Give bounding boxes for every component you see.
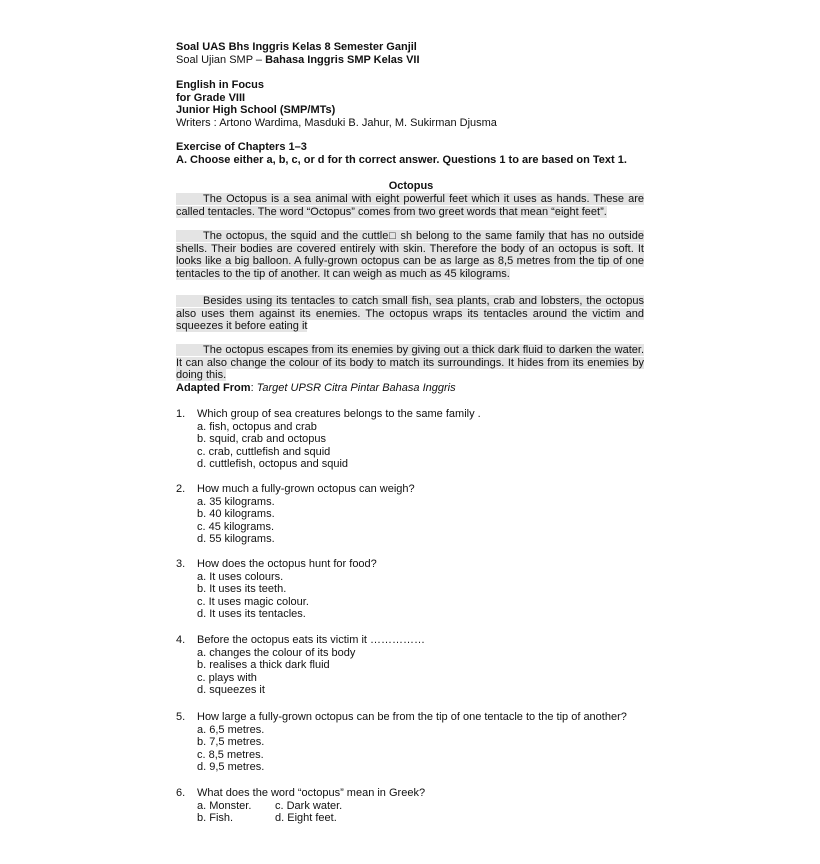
option-row bbox=[176, 812, 425, 825]
option-d: d. cuttlefish, octopus and squid bbox=[197, 458, 349, 471]
option-b: b. 40 kilograms. bbox=[197, 508, 275, 521]
option-a: a. It uses colours. bbox=[197, 570, 284, 583]
document-title: Soal UAS Bhs Inggris Kelas 8 Semester Ganjil bbox=[176, 41, 417, 53]
exercise-instruction: A. Choose either a, b, c, or d for th correct answer. Questions 1 to are based on Text 1. bbox=[176, 153, 627, 166]
option-c: c. plays with bbox=[197, 671, 257, 684]
question-number: 3. bbox=[176, 558, 186, 570]
question-text: Before the octopus eats its victim it …………… bbox=[197, 634, 426, 646]
option-b: b. realises a thick dark fluid bbox=[197, 659, 330, 672]
book-grade: for Grade VIII bbox=[176, 91, 246, 104]
option-a: a. Monster. bbox=[197, 799, 252, 812]
subtitle-prefix: Soal Ujian SMP – bbox=[176, 53, 266, 66]
question-5 bbox=[176, 711, 627, 774]
source-title: Target UPSR Citra Pintar Bahasa Inggris bbox=[256, 382, 456, 394]
paragraph-2-text: The octopus, the squid and the cuttle□ sh belong to the same family that has no outside shells. Their bodies are covered entirely with skin. Therefore the body of an octopus is soft. It looks like a big balloon. A fully-grown octopus can be as large as 8,5 metres from the tip of one tentacles to the tip of another. It can weigh as much as 45 kilograms. bbox=[176, 230, 644, 280]
option-a: a. 6,5 metres. bbox=[197, 723, 265, 736]
question-2 bbox=[176, 483, 415, 546]
paragraph-4 bbox=[176, 344, 644, 382]
source-citation bbox=[176, 382, 456, 395]
option-a: a. changes the colour of its body bbox=[197, 646, 356, 659]
paragraph-1-text: The Octopus is a sea animal with eight powerful feet which it uses as hands. These are called tentacles. The word “Octopus” comes from two greet words that mean “eight feet”. bbox=[176, 193, 644, 218]
question-text: How much a fully-grown octopus can weigh? bbox=[197, 483, 415, 495]
paragraph-4-text: The octopus escapes from its enemies by giving out a thick dark fluid to darken the water. It can also change the colour of its body to match its surroundings. It hides from its enemies by doing this. bbox=[176, 344, 644, 382]
source-separator: : bbox=[250, 382, 257, 394]
book-info bbox=[176, 79, 646, 129]
option-d: d. 55 kilograms. bbox=[197, 533, 275, 546]
option-d: d. squeezes it bbox=[197, 684, 265, 697]
option-a: a. fish, octopus and crab bbox=[197, 420, 317, 433]
book-name: English in Focus bbox=[176, 79, 265, 91]
question-text: Which group of sea creatures belongs to the same family . bbox=[197, 408, 481, 420]
option-c: c. crab, cuttlefish and squid bbox=[197, 445, 331, 458]
option-c: c. 45 kilograms. bbox=[197, 520, 275, 533]
option-b: b. It uses its teeth. bbox=[197, 583, 287, 596]
option-c: c. 8,5 metres. bbox=[197, 748, 264, 761]
book-writers: Writers : Artono Wardima, Masduki B. Jahur, M. Sukirman Djusma bbox=[176, 116, 497, 129]
question-6 bbox=[176, 787, 425, 825]
question-number: 1. bbox=[176, 408, 186, 420]
question-4 bbox=[176, 634, 425, 697]
option-d: d. 9,5 metres. bbox=[197, 761, 265, 774]
question-3 bbox=[176, 558, 377, 621]
paragraph-1 bbox=[176, 193, 644, 218]
option-row bbox=[176, 800, 425, 813]
document-header bbox=[176, 41, 646, 66]
paragraph-3 bbox=[176, 295, 644, 333]
text-title: Octopus bbox=[388, 180, 434, 192]
subtitle-bold: Bahasa Inggris SMP Kelas VII bbox=[265, 53, 420, 66]
option-d: d. Eight feet. bbox=[275, 812, 337, 825]
question-number: 6. bbox=[176, 787, 186, 799]
book-school: Junior High School (SMP/MTs) bbox=[176, 104, 336, 117]
question-text: How does the octopus hunt for food? bbox=[197, 558, 377, 570]
question-text: How large a fully-grown octopus can be from the tip of one tentacle to the tip of another? bbox=[197, 711, 627, 723]
question-number: 4. bbox=[176, 634, 186, 646]
question-number: 5. bbox=[176, 711, 186, 723]
question-text: What does the word “octopus” mean in Greek? bbox=[197, 787, 426, 799]
paragraph-2 bbox=[176, 230, 644, 280]
exercise-heading: Exercise of Chapters 1–3 bbox=[176, 141, 307, 153]
option-b: b. 7,5 metres. bbox=[197, 736, 265, 749]
document-subtitle bbox=[176, 54, 646, 67]
option-b: b. squid, crab and octopus bbox=[197, 433, 327, 446]
option-d: d. It uses its tentacles. bbox=[197, 608, 306, 621]
option-a: a. 35 kilograms. bbox=[197, 495, 275, 508]
question-1 bbox=[176, 408, 481, 471]
source-label: Adapted From bbox=[176, 382, 251, 394]
paragraph-3-text: Besides using its tentacles to catch small fish, sea plants, crab and lobsters, the octopus also uses them against its enemies. The octopus wraps its tentacles around the victim and squeezes it before eating it bbox=[176, 295, 644, 333]
exercise-info bbox=[176, 141, 646, 166]
option-b: b. Fish. bbox=[197, 812, 234, 825]
option-c: c. It uses magic colour. bbox=[197, 595, 309, 608]
option-c: c. Dark water. bbox=[275, 799, 343, 812]
question-number: 2. bbox=[176, 483, 186, 495]
